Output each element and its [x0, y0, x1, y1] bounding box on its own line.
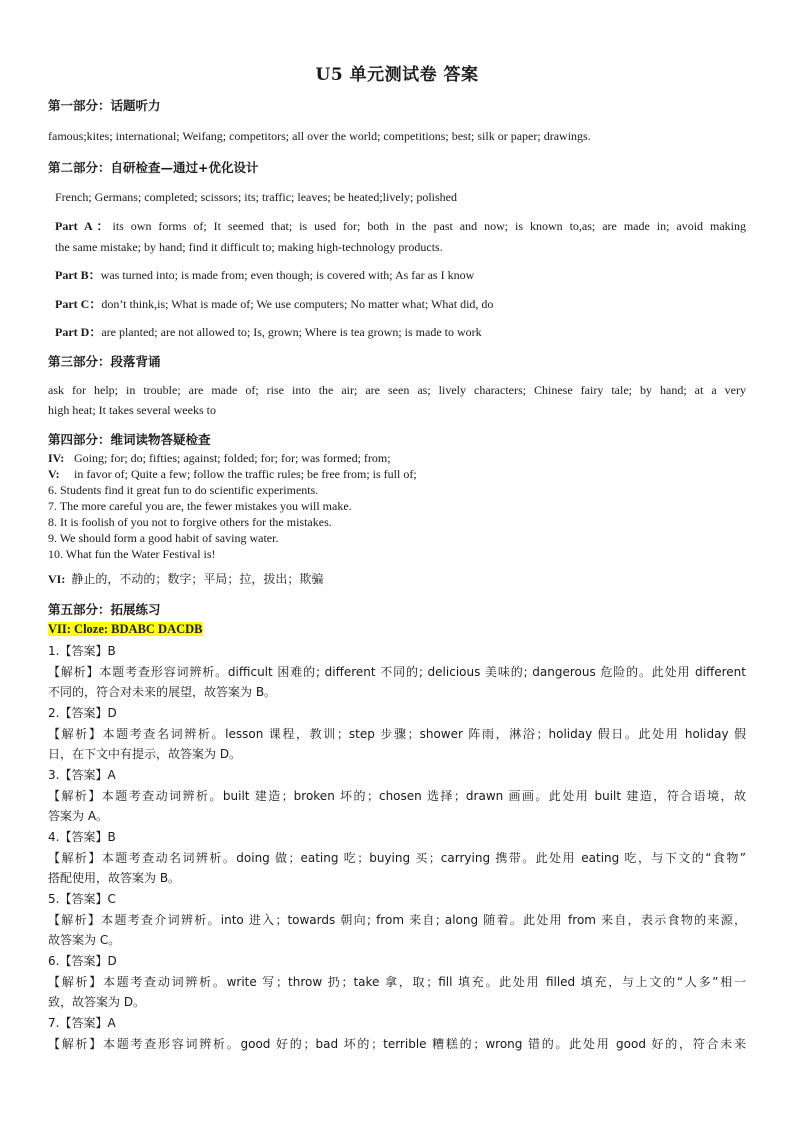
- vi-label: VI:: [48, 572, 66, 586]
- part2-part-a: [55, 216, 746, 237]
- part2-part-c: [55, 294, 746, 315]
- item-3-explanation: 【解析】本题考查动词辨析。built 建造；broken 坏的；chosen 选择；drawn 画画。此处用 built 建造，符合语境，故: [48, 789, 746, 803]
- part4-sentence-10: 10. What fun the Water Festival is!: [48, 547, 216, 561]
- part-a-text: its own forms of; It seemed that; is used for; both in the past and now; is known to,as; are made in; avoid making: [112, 219, 746, 233]
- page-title: U5 单元测试卷 答案: [315, 65, 479, 85]
- item-5-explanation: 【解析】本题考查介词辨析。into 进入；towards 朝向; from 来自; along 随着。此处用 from 来自，表示食物的来源，: [48, 913, 746, 927]
- item-5-explanation-cont: 故答案为 C。: [48, 933, 121, 947]
- item-2-explanation-cont: 日，在下文中有提示，故答案为 D。: [48, 747, 242, 761]
- item-1-answer: 1.【答案】B: [48, 644, 116, 658]
- part4-sentence-7: 7. The more careful you are, the fewer mistakes you will make.: [48, 499, 352, 513]
- cloze-answers-line: [48, 619, 746, 640]
- part-c-text: don’t think,is; What is made of; We use computers; No matter what; What did, do: [101, 297, 494, 311]
- item-4-answer: 4.【答案】B: [48, 830, 116, 844]
- part4-sentence-9: 9. We should form a good habit of saving water.: [48, 531, 279, 545]
- item-1-explanation-cont: 不同的，符合对未来的展望，故答案为 B。: [48, 685, 277, 699]
- part-d-text: are planted; are not allowed to; Is, grown; Where is tea grown; is made to work: [101, 325, 482, 339]
- part2-heading: 第二部分：自研检查—通过+优化设计: [48, 160, 259, 175]
- iv-label: IV:: [48, 451, 65, 465]
- item-6-answer: 6.【答案】D: [48, 954, 117, 968]
- cloze-answers: VII: Cloze: BDABC DACDB: [48, 622, 203, 636]
- part1-answers: famous;kites; international; Weifang; competitors; all over the world; competitions; best; silk or paper; drawings.: [48, 129, 591, 143]
- item-5-answer: 5.【答案】C: [48, 892, 116, 906]
- part4-sentence-8: 8. It is foolish of you not to forgive others for the mistakes.: [48, 515, 332, 529]
- item-6-explanation-cont: 致，故答案为 D。: [48, 995, 146, 1009]
- part-b-label: Part B：: [55, 268, 101, 282]
- part2-part-d: [55, 322, 746, 343]
- part3-heading: 第三部分：段落背诵: [48, 354, 161, 369]
- part4-iv: [48, 450, 746, 466]
- part2-part-b: [55, 265, 746, 286]
- part4-v: [48, 466, 746, 482]
- v-label: V:: [48, 467, 60, 481]
- part-a-label: Part A：: [55, 219, 113, 233]
- item-4-explanation-cont: 搭配使用，故答案为 B。: [48, 871, 181, 885]
- part4-heading: 第四部分：维词读物答疑检查: [48, 432, 211, 447]
- item-2-answer: 2.【答案】D: [48, 706, 117, 720]
- part-d-label: Part D：: [55, 325, 102, 339]
- item-3-answer: 3.【答案】A: [48, 768, 116, 782]
- part4-sentence-6: 6. Students find it great fun to do scientific experiments.: [48, 483, 319, 497]
- v-text: in favor of; Quite a few; follow the traffic rules; be free from; is full of;: [74, 467, 417, 481]
- part2-vocab-answers: French; Germans; completed; scissors; its; traffic; leaves; be heated;lively; polished: [55, 190, 458, 204]
- vi-text: 静止的，不动的；数字；平局；拉，拔出；欺骗: [71, 572, 324, 586]
- item-3-explanation-cont: 答案为 A。: [48, 809, 109, 823]
- item-4-explanation: 【解析】本题考查动名词辨析。doing 做；eating 吃；buying 买；carrying 携带。此处用 eating 吃，与下文的“食物”: [48, 851, 746, 865]
- part-b-text: was turned into; is made from; even though; is covered with; As far as I know: [100, 268, 475, 282]
- item-1-explanation: 【解析】本题考查形容词辨析。difficult 困难的; different 不同的; delicious 美味的; dangerous 危险的。此处用 different: [48, 665, 746, 679]
- item-2-explanation: 【解析】本题考查名词辨析。lesson 课程，教训；step 步骤；shower 阵雨，淋浴；holiday 假日。此处用 holiday 假: [48, 727, 746, 741]
- item-7-answer: 7.【答案】A: [48, 1016, 116, 1030]
- part1-heading: 第一部分：话题听力: [48, 98, 161, 113]
- item-6-explanation: 【解析】本题考查动词辨析。write 写；throw 扔；take 拿，取；fill 填充。此处用 filled 填充，与上文的“人多”相一: [48, 975, 746, 989]
- part2-part-a-cont: the same mistake; by hand; find it difficult to; making high-technology products.: [55, 240, 443, 254]
- part5-heading: 第五部分：拓展练习: [48, 602, 161, 617]
- part4-vi: [48, 569, 746, 590]
- part-c-label: Part C：: [55, 297, 102, 311]
- iv-text: Going; for; do; fifties; against; folded; for; for; was formed; from;: [74, 451, 391, 465]
- item-7-explanation: 【解析】本题考查形容词辨析。good 好的；bad 坏的；terrible 糟糕的；wrong 错的。此处用 good 好的，符合未来: [48, 1037, 746, 1051]
- part3-answers-cont: high heat; It takes several weeks to: [48, 403, 216, 417]
- part3-answers: ask for help; in trouble; are made of; rise into the air; are seen as; lively characters; Chinese fairy tale; by hand; at a very: [48, 383, 746, 397]
